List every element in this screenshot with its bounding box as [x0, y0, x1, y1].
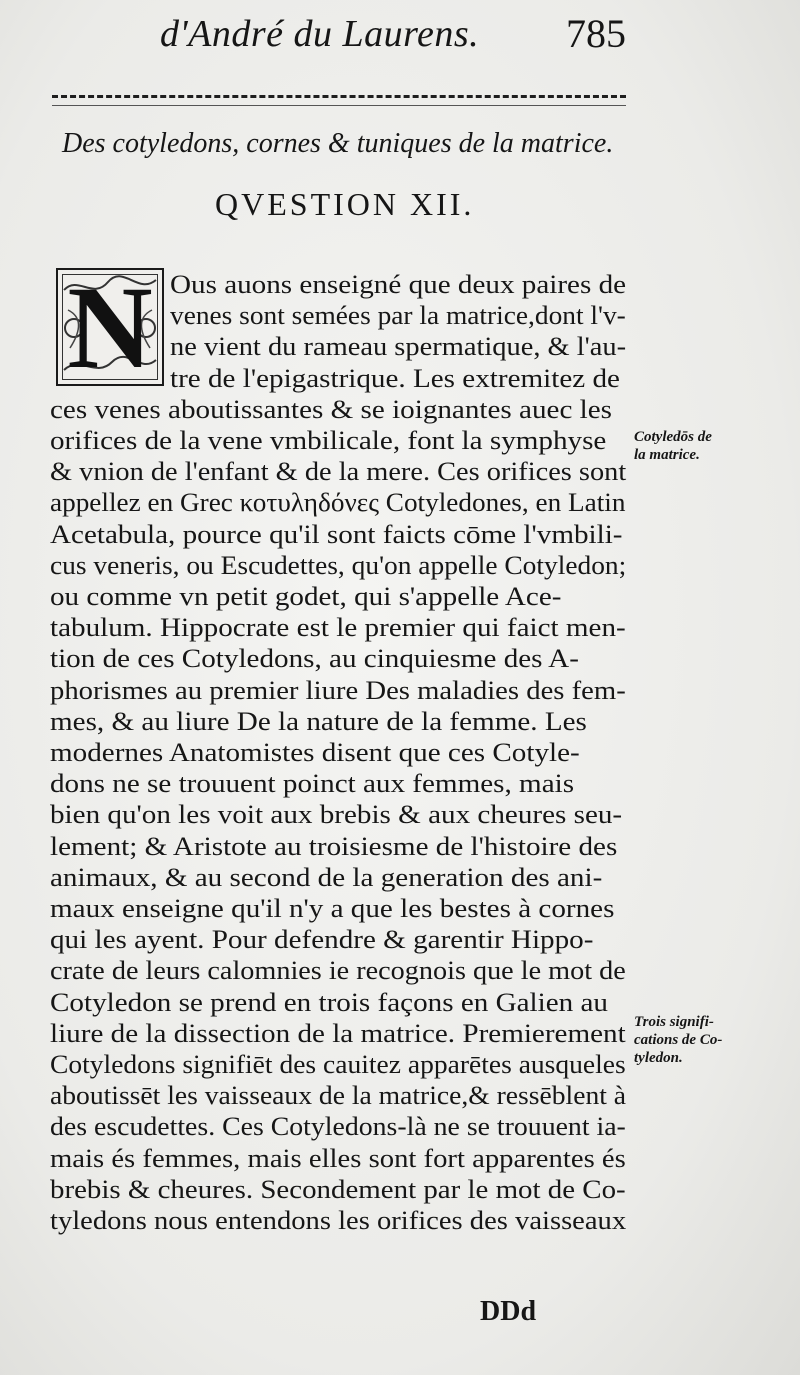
- text-line: Cotyledons signifiēt des cauitez apparētes ausqueles: [50, 1050, 626, 1079]
- text-line: dons ne se trouuent poinct aux femmes, mais: [50, 769, 575, 799]
- text-line: des escudettes. Ces Cotyledons-là ne se trouuent ia-: [50, 1112, 626, 1142]
- text-line: appellez en Grec κοτυληδόνες Cotyledones, en Latin: [50, 488, 626, 518]
- text-line: bien qu'on les voit aux brebis & aux cheures seu-: [50, 800, 623, 830]
- text-line: Ous auons enseigné que deux paires de: [170, 270, 627, 299]
- text-line: mais és femmes, mais elles sont fort apparentes és: [50, 1143, 626, 1173]
- text-line: Cotyledon se prend en trois façons en Galien au: [50, 987, 608, 1017]
- text-line: tabulum. Hippocrate est le premier qui faict men-: [50, 613, 626, 643]
- text-line: cus veneris, ou Escudettes, qu'on appelle Cotyledon;: [50, 550, 627, 580]
- text-line: Acetabula, pource qu'il sont faicts cōme l'vmbili-: [50, 519, 623, 549]
- text-line: tyledons nous entendons les orifices des vaisseaux: [50, 1206, 627, 1235]
- text-line: mes, & au liure De la nature de la femme. Les: [50, 706, 587, 736]
- header-rule: [52, 95, 626, 98]
- text-line: qui les ayent. Pour defendre & garentir Hippo-: [50, 925, 594, 955]
- running-head: d'André du Laurens.: [160, 13, 480, 55]
- margin-note-three-meanings: Trois signifi- cations de Co- tyledon.: [634, 1013, 723, 1066]
- question-heading: QVESTION XII.: [215, 186, 475, 222]
- text-line: tre de l'epigastrique. Les extremitez de: [170, 363, 620, 393]
- page-number: 785: [566, 11, 626, 56]
- text-line: ne vient du rameau spermatique, & l'au-: [170, 332, 627, 362]
- text-line: & vnion de l'enfant & de la mere. Ces orifices sont: [50, 457, 627, 487]
- text-line: maux enseigne qu'il n'y a que les bestes à cornes: [50, 894, 615, 923]
- text-line: tion de ces Cotyledons, au cinquiesme des A-: [50, 644, 579, 674]
- drop-cap-letter: N: [67, 268, 153, 386]
- text-line: modernes Anatomistes disent que ces Cotyle-: [50, 738, 580, 767]
- text-line: animaux, & au second de la generation des ani-: [50, 862, 603, 892]
- signature-mark: DDd: [480, 1296, 537, 1327]
- text-line: ces venes aboutissantes & se ioignantes auec les: [50, 394, 613, 424]
- text-line: brebis & cheures. Secondement par le mot de Co-: [50, 1174, 626, 1204]
- header-rule-thin: [52, 105, 626, 106]
- text-line: lement; & Aristote au troisiesme de l'histoire des: [50, 831, 618, 861]
- text-line: liure de la dissection de la matrice. Premierement: [50, 1018, 626, 1048]
- text-line: crate de leurs calomnies ie recognois que le mot de: [50, 956, 626, 986]
- text-line: phorismes au premier liure Des maladies des fem-: [50, 675, 626, 705]
- margin-note-cotyledons: Cotyledōs de la matrice.: [634, 429, 712, 463]
- text-line: orifices de la vene vmbilicale, font la symphyse: [50, 426, 607, 455]
- ornamental-initial: [56, 268, 164, 386]
- text-line: aboutissēt les vaisseaux de la matrice,& ressēblent à: [50, 1081, 627, 1111]
- text-line: ou comme vn petit godet, qui s'appelle Ace-: [50, 582, 562, 611]
- text-line: venes sont semées par la matrice,dont l'v-: [170, 301, 626, 331]
- section-title: Des cotyledons, cornes & tuniques de la matrice.: [62, 128, 614, 159]
